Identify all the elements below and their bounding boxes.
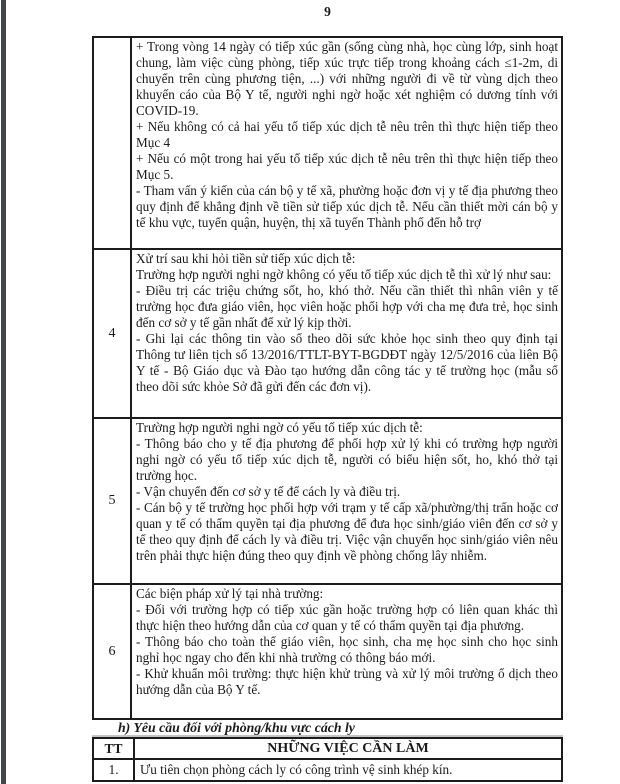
column-header-tt-label: TT xyxy=(104,740,123,756)
row-number: 5 xyxy=(108,493,116,508)
column-header-tasks xyxy=(135,739,561,758)
isolation-room-checklist-table xyxy=(92,737,563,782)
row-number-cell xyxy=(94,585,132,718)
checklist-row-number: 1. xyxy=(108,762,119,777)
row-content-cell xyxy=(132,585,561,718)
checklist-row xyxy=(94,760,561,780)
checklist-row-text: Ưu tiên chọn phòng cách ly có công trình vệ sinh khép kín. xyxy=(140,762,453,777)
table-row xyxy=(94,419,561,585)
row-content-cell xyxy=(132,419,561,583)
paragraph: Trường hợp người nghi ngờ không có yếu tố tiếp xúc dịch tễ thì xử lý như sau: xyxy=(136,267,552,282)
checklist-row-number-cell xyxy=(94,760,135,780)
section-heading-h: h) Yêu cầu đối với phòng/khu vực cách ly xyxy=(118,720,355,735)
table-row xyxy=(94,585,561,718)
page-number: 9 xyxy=(324,4,331,19)
paragraph: - Cán bộ y tế trường học phối hợp với trạm y tế cấp xã/phường/thị trấn hoặc cơ quan y tế có thẩm quyền tại địa phương để đưa học sinh/giáo viên đến cơ sở y tế theo quy định để cách ly và điều trị. Việc vận chuyển học sinh/giáo viên nêu trên phải thực hiện đúng theo quy định về phòng chống lây nhiễm. xyxy=(136,500,558,563)
paragraph: Xử trí sau khi hỏi tiền sử tiếp xúc dịch tễ: xyxy=(136,251,356,266)
row-number-cell xyxy=(94,419,132,583)
scan-edge-artifact xyxy=(1,0,6,784)
paragraph: - Ghi lại các thông tin vào sổ theo dõi sức khỏe học sinh theo quy định tại Thông tư liên tịch số 13/2016/TTLT-BYT-BGDĐT ngày 12/5/2016 của liên Bộ Y tế - Bộ Giáo dục và Đào tạo hướng dẫn công tác y tế trường học (mẫu sổ theo dõi sức khỏe Sở đã gửi đến các đơn vị). xyxy=(136,331,558,394)
row-number: 4 xyxy=(108,325,116,341)
table-row xyxy=(94,250,561,419)
checklist-row-text-cell xyxy=(135,760,561,780)
table-row xyxy=(94,38,561,250)
paragraph: Trường hợp người nghi ngờ có yếu tố tiếp xúc dịch tễ: xyxy=(136,420,423,435)
epidemiology-steps-table xyxy=(92,36,563,720)
paragraph: - Vận chuyển đến cơ sở y tế để cách ly và điều trị. xyxy=(136,484,401,499)
checklist-header-row xyxy=(94,739,561,760)
paragraph: - Tham vấn ý kiến của cán bộ y tế xã, phường hoặc đơn vị y tế địa phương theo quy định để khẳng định về tiền sử tiếp xúc dịch tễ. Nếu cần thiết mời cán bộ y tế khu vực, tuyến quận, huyện, thị xã tuyến Thành phố đến hỗ trợ xyxy=(136,183,558,230)
row-content-cell xyxy=(132,250,561,417)
paragraph: - Điều trị các triệu chứng sốt, ho, khó thở. Nếu cần thiết thì nhân viên y tế trường học đưa giáo viên, học viên hoặc phối hợp với cha mẹ đưa trẻ, học sinh đến cơ sở y tế gần nhất để xử lý kịp thời. xyxy=(136,283,558,330)
paragraph: - Thông báo cho y tế địa phương để phối hợp xử lý khi có trường hợp người nghi ngờ có yếu tố tiếp xúc dịch tễ, người có biểu hiện sốt, ho, khó thở tại trường học. xyxy=(136,436,558,483)
row-content-cell xyxy=(132,38,561,248)
paragraph: - Thông báo cho toàn thể giáo viên, học sinh, cha mẹ học sinh cho học sinh nghỉ học ngay cho đến khi nhà trường có thông báo mới. xyxy=(136,634,558,665)
row-number-cell xyxy=(94,250,132,417)
paragraph: + Nếu không có cả hai yếu tố tiếp xúc dịch tễ nêu trên thì thực hiện tiếp theo Mục 4 xyxy=(136,119,558,150)
column-header-tt xyxy=(94,739,135,758)
paragraph: + Trong vòng 14 ngày có tiếp xúc gần (sống cùng nhà, học cùng lớp, sinh hoạt chung, làm việc cùng phòng, tiếp xúc trực tiếp trong khoảng cách ≤1-2m, di chuyển trên cùng phương tiện, ...) với những người đi về từ vùng dịch theo khuyến cáo của Bộ Y tế, người nghi ngờ hoặc xét nghiệm có dương tính với COVID-19. xyxy=(136,39,558,118)
paragraph: - Khử khuẩn môi trường: thực hiện khử trùng và xử lý môi trường ổ dịch theo hướng dẫn của Bộ Y tế. xyxy=(136,666,558,697)
paragraph: + Nếu có một trong hai yếu tố tiếp xúc dịch tễ nêu trên thì thực hiện tiếp theo Mục 5. xyxy=(136,151,558,182)
paragraph: - Đối với trường hợp có tiếp xúc gần hoặc trường hợp có liên quan khác thì thực hiện theo hướng dẫn của cơ quan y tế có thẩm quyền tại địa phương. xyxy=(136,602,558,633)
row-number-cell xyxy=(94,38,132,248)
paragraph: Các biện pháp xử lý tại nhà trường: xyxy=(136,586,324,601)
column-header-tasks-label: NHỮNG VIỆC CẦN LÀM xyxy=(267,740,429,756)
row-number: 6 xyxy=(108,643,116,659)
